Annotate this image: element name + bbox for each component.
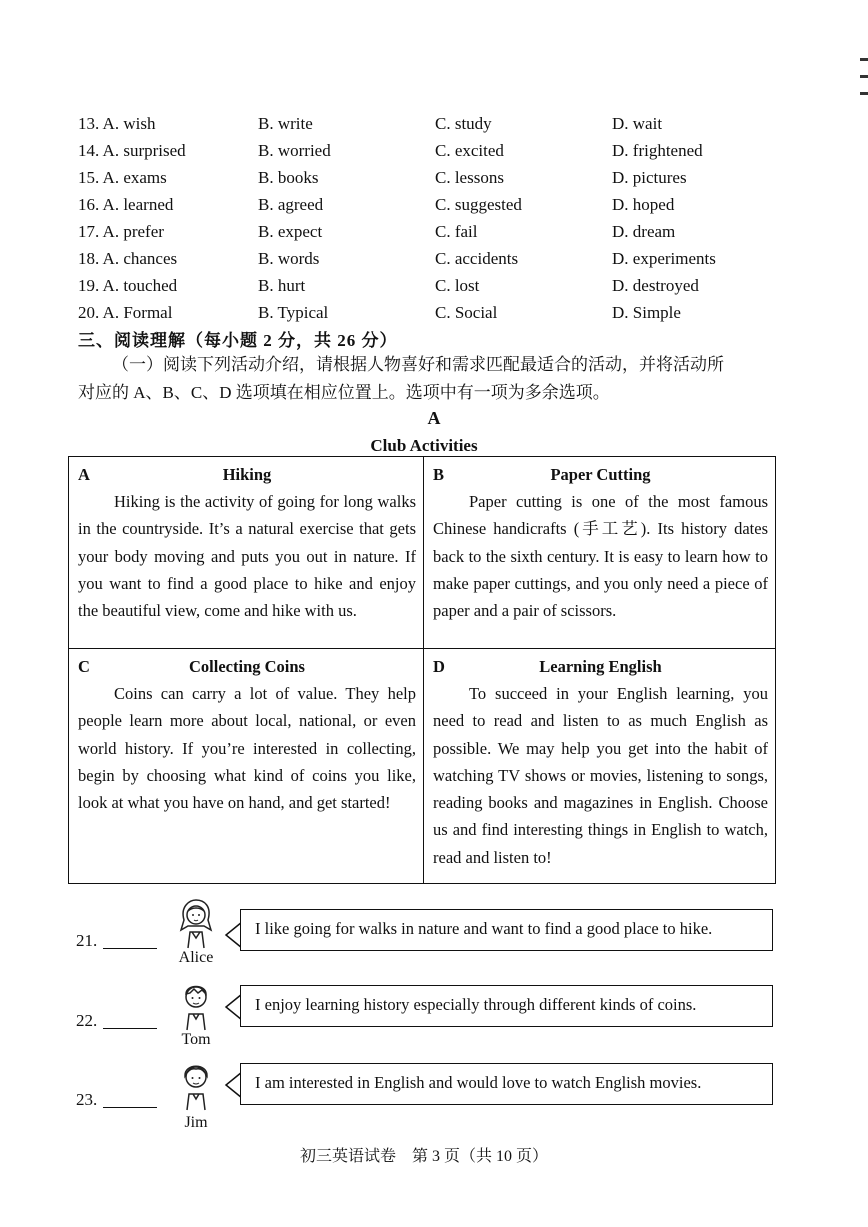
option-row — [78, 302, 798, 329]
speech-bubble — [240, 909, 773, 951]
option-row — [78, 194, 798, 221]
options-grid — [78, 113, 798, 329]
option-c: C. Social — [435, 303, 498, 322]
option-a: 20. A. Formal — [78, 303, 173, 322]
option-b: B. expect — [258, 222, 323, 241]
activity-header — [433, 461, 768, 488]
statement-text: I like going for walks in nature and want to find a good place to hike. — [255, 919, 713, 938]
option-a: 17. A. prefer — [78, 222, 164, 241]
instructions — [78, 351, 778, 407]
question-number: 22. — [76, 1011, 98, 1030]
speech-bubble — [240, 985, 773, 1027]
option-a: 18. A. chances — [78, 249, 178, 268]
activity-letter: D — [433, 657, 445, 676]
page-footer: 初三英语试卷 第 3 页（共 10 页） — [299, 1148, 548, 1165]
speech-bubble — [240, 1063, 773, 1105]
activity-cell — [424, 649, 775, 883]
option-b: B. words — [258, 249, 320, 268]
option-row — [78, 167, 798, 194]
activity-letter: B — [433, 465, 445, 484]
answer-blank[interactable] — [103, 1028, 157, 1029]
option-b: B. write — [258, 114, 313, 133]
question-number: 23. — [76, 1090, 98, 1109]
section-title: 三、阅读理解（每小题 2 分，共 26 分） — [78, 331, 398, 350]
person-name: Tom — [181, 1031, 211, 1048]
statement-text: I am interested in English and would love to watch English movies. — [255, 1073, 702, 1092]
activity-cell — [424, 457, 775, 649]
option-c: C. lost — [435, 276, 480, 295]
activity-cell — [69, 457, 424, 649]
activity-header — [78, 461, 416, 488]
option-row — [78, 113, 798, 140]
person-name: Alice — [178, 949, 214, 966]
option-b: B. books — [258, 168, 319, 187]
activity-letter: C — [78, 657, 90, 676]
option-c: C. fail — [435, 222, 478, 241]
option-row — [78, 140, 798, 167]
activity-header — [78, 653, 416, 680]
activity-description: Paper cutting is one of the most famous Chinese handicrafts (手工艺). Its history dates back to the sixth century. It is easy to learn how to make paper cuttings, and you only need a piece of paper and a pair of scissors. — [433, 492, 768, 621]
boy-icon — [174, 1060, 218, 1112]
person-name: Jim — [184, 1114, 208, 1131]
option-b: B. Typical — [258, 303, 329, 322]
activity-name: Collecting Coins — [189, 657, 305, 676]
option-b: B. agreed — [258, 195, 324, 214]
girl-icon — [174, 898, 218, 950]
option-c: C. study — [435, 114, 492, 133]
option-d: D. wait — [612, 114, 663, 133]
option-b: B. worried — [258, 141, 331, 160]
option-d: D. destroyed — [612, 276, 699, 295]
page-edge-mark — [860, 58, 868, 128]
option-c: C. lessons — [435, 168, 504, 187]
option-row — [78, 275, 798, 302]
question-22 — [0, 978, 868, 1068]
activity-description: Coins can carry a lot of value. They help people learn more about local, national, or even world history. If you’re interested in collecting, begin by choosing what kind of coins you like, look at what you have on hand, and get started! — [78, 684, 416, 813]
activity-cell — [69, 649, 424, 883]
option-d: D. hoped — [612, 195, 675, 214]
option-a: 16. A. learned — [78, 195, 174, 214]
instruction-line: （一）阅读下列活动介绍，请根据人物喜好和需求匹配最适合的活动，并将活动所 — [112, 355, 724, 374]
answer-blank[interactable] — [103, 1107, 157, 1108]
activity-description: Hiking is the activity of going for long walks in the countryside. It’s a natural exercise that gets your body moving and puts you out in nature. If you want to find a good place to hike and enjoy the beautiful view, come and hike with us. — [78, 492, 416, 621]
option-d: D. frightened — [612, 141, 703, 160]
instruction-line: 对应的 A、B、C、D 选项填在相应位置上。选项中有一项为多余选项。 — [78, 383, 610, 402]
option-c: C. suggested — [435, 195, 522, 214]
question-number: 21. — [76, 931, 98, 950]
option-d: D. pictures — [612, 168, 687, 187]
statement-text: I enjoy learning history especially through different kinds of coins. — [255, 995, 697, 1014]
option-b: B. hurt — [258, 276, 306, 295]
activity-description: To succeed in your English learning, you need to read and listen to as much English as possible. We may help you get into the habit of watching TV shows or movies, listening to songs, reading books and magazines in English. Choose us and find interesting things in English to watch, read and listen to! — [433, 684, 768, 867]
option-a: 19. A. touched — [78, 276, 178, 295]
option-d: D. experiments — [612, 249, 716, 268]
option-a: 15. A. exams — [78, 168, 167, 187]
option-c: C. excited — [435, 141, 504, 160]
option-d: D. dream — [612, 222, 676, 241]
table-title: Club Activities — [370, 436, 478, 455]
activities-table — [68, 456, 776, 884]
option-c: C. accidents — [435, 249, 519, 268]
activity-name: Learning English — [539, 657, 662, 676]
activity-letter: A — [78, 465, 90, 484]
option-row — [78, 221, 798, 248]
boy-icon — [174, 980, 218, 1032]
option-a: 14. A. surprised — [78, 141, 186, 160]
activity-name: Hiking — [222, 465, 272, 484]
activity-header — [433, 653, 768, 680]
question-23 — [0, 1058, 868, 1148]
option-a: 13. A. wish — [78, 114, 156, 133]
activity-name: Paper Cutting — [550, 465, 651, 484]
option-d: D. Simple — [612, 303, 681, 322]
answer-blank[interactable] — [103, 948, 157, 949]
option-row — [78, 248, 798, 275]
question-21 — [0, 896, 868, 986]
passage-label: A — [427, 408, 441, 428]
